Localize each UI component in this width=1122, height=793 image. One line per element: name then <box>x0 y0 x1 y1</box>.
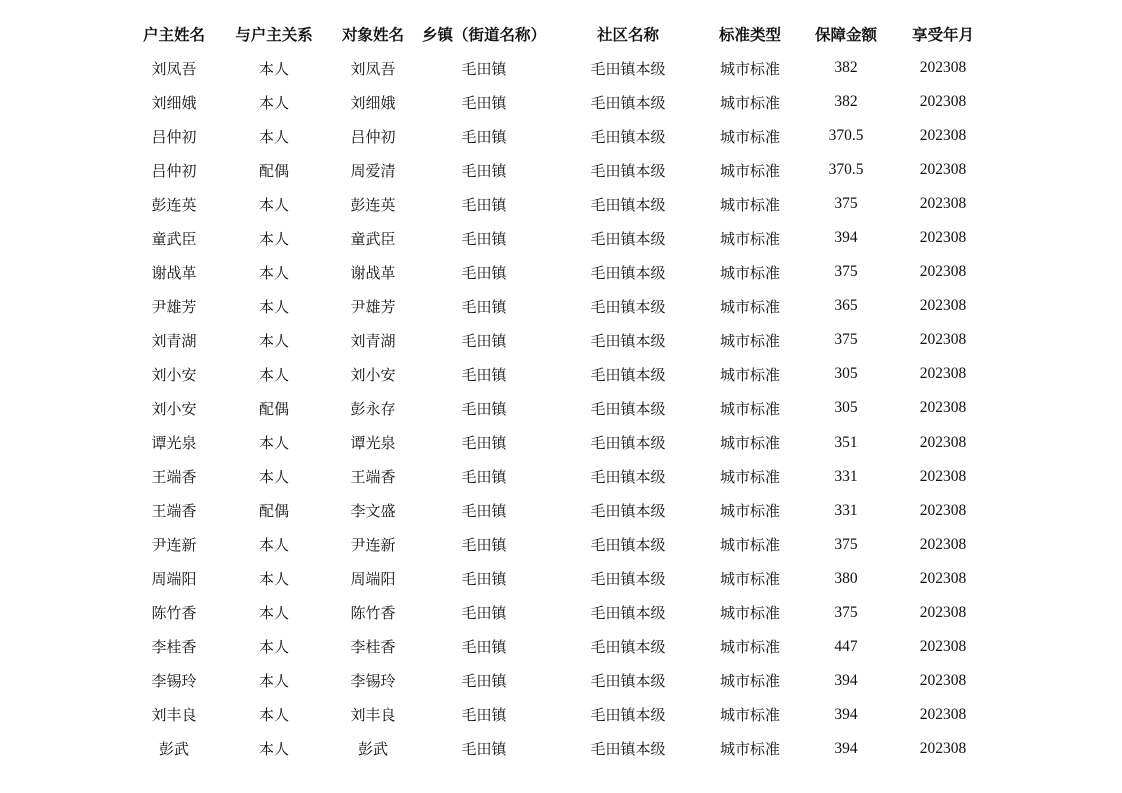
cell-township: 毛田镇 <box>461 331 507 350</box>
cell-community: 毛田镇本级 <box>590 638 666 657</box>
table-header-row <box>128 17 988 51</box>
cell-benefit-month: 202308 <box>919 365 967 383</box>
cell-community: 毛田镇本级 <box>590 604 666 623</box>
cell-community: 毛田镇本级 <box>590 365 666 384</box>
cell-household-head-name: 吕仲初 <box>151 127 197 146</box>
cell-standard-type: 城市标准 <box>719 740 780 759</box>
cell-allowance-amount: 382 <box>834 93 858 111</box>
table-row <box>128 494 988 528</box>
cell-community: 毛田镇本级 <box>590 127 666 146</box>
table-row <box>128 426 988 460</box>
cell-benefit-month: 202308 <box>919 229 967 247</box>
table-row <box>128 51 988 85</box>
cell-relation: 配偶 <box>258 502 289 521</box>
table-row <box>128 562 988 596</box>
table-row <box>128 255 988 289</box>
table-row <box>128 630 988 664</box>
cell-household-head-name: 吕仲初 <box>151 161 197 180</box>
cell-relation: 本人 <box>258 740 289 759</box>
cell-allowance-amount: 351 <box>834 433 858 451</box>
cell-allowance-amount: 370.5 <box>828 127 864 145</box>
cell-community: 毛田镇本级 <box>590 672 666 691</box>
cell-allowance-amount: 380 <box>834 569 858 587</box>
cell-beneficiary-name: 李文盛 <box>350 502 396 521</box>
cell-standard-type: 城市标准 <box>719 365 780 384</box>
cell-standard-type: 城市标准 <box>719 672 780 691</box>
cell-township: 毛田镇 <box>461 604 507 623</box>
cell-relation: 本人 <box>258 536 289 555</box>
cell-beneficiary-name: 彭连英 <box>350 195 396 214</box>
cell-relation: 本人 <box>258 570 289 589</box>
cell-community: 毛田镇本级 <box>590 536 666 555</box>
cell-beneficiary-name: 童武臣 <box>350 229 396 248</box>
cell-household-head-name: 刘凤吾 <box>151 59 197 78</box>
cell-community: 毛田镇本级 <box>590 93 666 112</box>
cell-beneficiary-name: 彭武 <box>357 740 388 759</box>
cell-township: 毛田镇 <box>461 740 507 759</box>
cell-community: 毛田镇本级 <box>590 706 666 725</box>
cell-benefit-month: 202308 <box>919 501 967 519</box>
cell-community: 毛田镇本级 <box>590 59 666 78</box>
header-community: 社区名称 <box>596 26 659 44</box>
cell-allowance-amount: 370.5 <box>828 161 864 179</box>
table-row <box>128 664 988 698</box>
cell-beneficiary-name: 彭永存 <box>350 399 396 418</box>
cell-standard-type: 城市标准 <box>719 331 780 350</box>
header-beneficiary-name: 对象姓名 <box>341 26 404 44</box>
cell-household-head-name: 彭连英 <box>151 195 197 214</box>
cell-beneficiary-name: 尹雄芳 <box>350 297 396 316</box>
cell-beneficiary-name: 谢战革 <box>350 263 396 282</box>
cell-benefit-month: 202308 <box>919 93 967 111</box>
beneficiary-table <box>128 17 988 766</box>
cell-standard-type: 城市标准 <box>719 263 780 282</box>
header-standard-type: 标准类型 <box>718 26 781 44</box>
cell-beneficiary-name: 刘小安 <box>350 365 396 384</box>
cell-benefit-month: 202308 <box>919 263 967 281</box>
cell-relation: 本人 <box>258 706 289 725</box>
cell-township: 毛田镇 <box>461 195 507 214</box>
cell-community: 毛田镇本级 <box>590 263 666 282</box>
cell-allowance-amount: 305 <box>834 365 858 383</box>
cell-standard-type: 城市标准 <box>719 706 780 725</box>
cell-allowance-amount: 375 <box>834 263 858 281</box>
cell-relation: 本人 <box>258 331 289 350</box>
cell-benefit-month: 202308 <box>919 671 967 689</box>
cell-relation: 配偶 <box>258 161 289 180</box>
cell-benefit-month: 202308 <box>919 603 967 621</box>
cell-township: 毛田镇 <box>461 263 507 282</box>
cell-household-head-name: 刘丰良 <box>151 706 197 725</box>
cell-relation: 本人 <box>258 434 289 453</box>
cell-community: 毛田镇本级 <box>590 229 666 248</box>
cell-community: 毛田镇本级 <box>590 468 666 487</box>
cell-relation: 本人 <box>258 672 289 691</box>
cell-household-head-name: 刘细娥 <box>151 93 197 112</box>
cell-allowance-amount: 375 <box>834 331 858 349</box>
cell-beneficiary-name: 周端阳 <box>350 570 396 589</box>
cell-household-head-name: 周端阳 <box>151 570 197 589</box>
cell-township: 毛田镇 <box>461 502 507 521</box>
cell-township: 毛田镇 <box>461 468 507 487</box>
cell-township: 毛田镇 <box>461 672 507 691</box>
cell-relation: 本人 <box>258 263 289 282</box>
cell-beneficiary-name: 刘细娥 <box>350 93 396 112</box>
header-household-head-name: 户主姓名 <box>142 26 205 44</box>
cell-household-head-name: 尹雄芳 <box>151 297 197 316</box>
cell-benefit-month: 202308 <box>919 59 967 77</box>
cell-household-head-name: 王端香 <box>151 502 197 521</box>
table-row <box>128 153 988 187</box>
cell-allowance-amount: 447 <box>834 637 858 655</box>
cell-relation: 本人 <box>258 127 289 146</box>
cell-beneficiary-name: 王端香 <box>350 468 396 487</box>
cell-allowance-amount: 331 <box>834 501 858 519</box>
cell-standard-type: 城市标准 <box>719 297 780 316</box>
cell-relation: 本人 <box>258 604 289 623</box>
header-relation-to-head: 与户主关系 <box>235 26 313 44</box>
cell-benefit-month: 202308 <box>919 331 967 349</box>
cell-household-head-name: 李锡玲 <box>151 672 197 691</box>
cell-standard-type: 城市标准 <box>719 570 780 589</box>
table-row <box>128 119 988 153</box>
cell-township: 毛田镇 <box>461 638 507 657</box>
cell-community: 毛田镇本级 <box>590 331 666 350</box>
cell-township: 毛田镇 <box>461 93 507 112</box>
cell-beneficiary-name: 周爱清 <box>350 161 396 180</box>
header-allowance-amount: 保障金额 <box>814 26 877 44</box>
cell-standard-type: 城市标准 <box>719 127 780 146</box>
table-row <box>128 221 988 255</box>
cell-beneficiary-name: 刘青湖 <box>350 331 396 350</box>
table-row <box>128 528 988 562</box>
cell-township: 毛田镇 <box>461 161 507 180</box>
table-row <box>128 357 988 391</box>
cell-household-head-name: 尹连新 <box>151 536 197 555</box>
cell-township: 毛田镇 <box>461 229 507 248</box>
cell-benefit-month: 202308 <box>919 739 967 757</box>
table-row <box>128 698 988 732</box>
cell-allowance-amount: 382 <box>834 59 858 77</box>
cell-household-head-name: 李桂香 <box>151 638 197 657</box>
cell-benefit-month: 202308 <box>919 161 967 179</box>
header-township: 乡镇（街道名称） <box>421 26 546 44</box>
cell-household-head-name: 王端香 <box>151 468 197 487</box>
cell-benefit-month: 202308 <box>919 127 967 145</box>
cell-standard-type: 城市标准 <box>719 468 780 487</box>
cell-allowance-amount: 365 <box>834 297 858 315</box>
cell-community: 毛田镇本级 <box>590 161 666 180</box>
cell-standard-type: 城市标准 <box>719 604 780 623</box>
cell-standard-type: 城市标准 <box>719 161 780 180</box>
cell-allowance-amount: 394 <box>834 705 858 723</box>
cell-community: 毛田镇本级 <box>590 399 666 418</box>
table-row <box>128 289 988 323</box>
cell-relation: 本人 <box>258 468 289 487</box>
cell-township: 毛田镇 <box>461 434 507 453</box>
cell-standard-type: 城市标准 <box>719 638 780 657</box>
cell-benefit-month: 202308 <box>919 467 967 485</box>
cell-relation: 本人 <box>258 93 289 112</box>
cell-township: 毛田镇 <box>461 706 507 725</box>
cell-household-head-name: 刘小安 <box>151 365 197 384</box>
cell-benefit-month: 202308 <box>919 433 967 451</box>
table-row <box>128 732 988 766</box>
cell-allowance-amount: 375 <box>834 603 858 621</box>
cell-standard-type: 城市标准 <box>719 195 780 214</box>
cell-township: 毛田镇 <box>461 297 507 316</box>
cell-benefit-month: 202308 <box>919 535 967 553</box>
cell-beneficiary-name: 李桂香 <box>350 638 396 657</box>
cell-benefit-month: 202308 <box>919 705 967 723</box>
cell-beneficiary-name: 李锡玲 <box>350 672 396 691</box>
cell-household-head-name: 童武臣 <box>151 229 197 248</box>
cell-household-head-name: 彭武 <box>158 740 189 759</box>
cell-community: 毛田镇本级 <box>590 195 666 214</box>
cell-beneficiary-name: 谭光泉 <box>350 434 396 453</box>
table-row <box>128 391 988 425</box>
cell-standard-type: 城市标准 <box>719 536 780 555</box>
cell-relation: 本人 <box>258 638 289 657</box>
cell-benefit-month: 202308 <box>919 195 967 213</box>
cell-relation: 本人 <box>258 195 289 214</box>
cell-community: 毛田镇本级 <box>590 434 666 453</box>
cell-beneficiary-name: 吕仲初 <box>350 127 396 146</box>
cell-standard-type: 城市标准 <box>719 93 780 112</box>
cell-relation: 配偶 <box>258 399 289 418</box>
cell-benefit-month: 202308 <box>919 399 967 417</box>
cell-household-head-name: 刘小安 <box>151 399 197 418</box>
cell-relation: 本人 <box>258 59 289 78</box>
cell-allowance-amount: 394 <box>834 229 858 247</box>
cell-community: 毛田镇本级 <box>590 740 666 759</box>
table-row <box>128 187 988 221</box>
cell-township: 毛田镇 <box>461 59 507 78</box>
table-row <box>128 596 988 630</box>
cell-beneficiary-name: 刘丰良 <box>350 706 396 725</box>
header-benefit-month: 享受年月 <box>911 26 974 44</box>
cell-standard-type: 城市标准 <box>719 59 780 78</box>
cell-beneficiary-name: 尹连新 <box>350 536 396 555</box>
cell-beneficiary-name: 陈竹香 <box>350 604 396 623</box>
cell-benefit-month: 202308 <box>919 637 967 655</box>
cell-relation: 本人 <box>258 229 289 248</box>
cell-community: 毛田镇本级 <box>590 502 666 521</box>
cell-township: 毛田镇 <box>461 399 507 418</box>
cell-allowance-amount: 394 <box>834 671 858 689</box>
cell-beneficiary-name: 刘凤吾 <box>350 59 396 78</box>
cell-township: 毛田镇 <box>461 536 507 555</box>
cell-allowance-amount: 375 <box>834 195 858 213</box>
cell-standard-type: 城市标准 <box>719 229 780 248</box>
cell-community: 毛田镇本级 <box>590 570 666 589</box>
cell-relation: 本人 <box>258 297 289 316</box>
cell-household-head-name: 谢战革 <box>151 263 197 282</box>
cell-standard-type: 城市标准 <box>719 502 780 521</box>
cell-allowance-amount: 394 <box>834 739 858 757</box>
cell-benefit-month: 202308 <box>919 569 967 587</box>
cell-household-head-name: 陈竹香 <box>151 604 197 623</box>
cell-allowance-amount: 305 <box>834 399 858 417</box>
table-row <box>128 85 988 119</box>
cell-community: 毛田镇本级 <box>590 297 666 316</box>
cell-allowance-amount: 375 <box>834 535 858 553</box>
table-row <box>128 460 988 494</box>
cell-township: 毛田镇 <box>461 365 507 384</box>
cell-township: 毛田镇 <box>461 570 507 589</box>
table-row <box>128 323 988 357</box>
cell-benefit-month: 202308 <box>919 297 967 315</box>
cell-standard-type: 城市标准 <box>719 399 780 418</box>
cell-household-head-name: 刘青湖 <box>151 331 197 350</box>
cell-relation: 本人 <box>258 365 289 384</box>
cell-township: 毛田镇 <box>461 127 507 146</box>
cell-allowance-amount: 331 <box>834 467 858 485</box>
cell-standard-type: 城市标准 <box>719 434 780 453</box>
cell-household-head-name: 谭光泉 <box>151 434 197 453</box>
